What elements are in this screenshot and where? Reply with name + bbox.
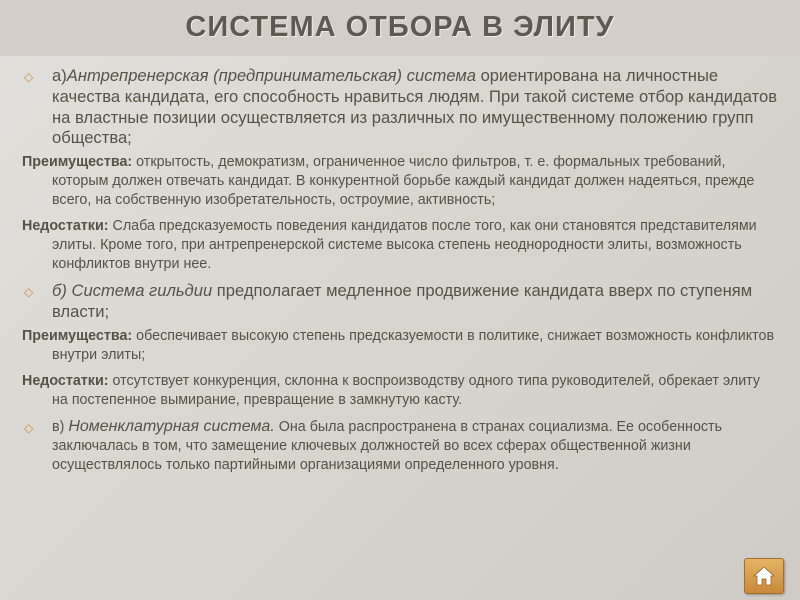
slide-title: СИСТЕМА ОТБОРА В ЭЛИТУ bbox=[185, 11, 615, 43]
home-icon bbox=[752, 564, 776, 588]
term-entrepreneurial: Антрепренерская (предпринимательская) система bbox=[66, 66, 476, 85]
term-guild: б) Система гильдии bbox=[52, 281, 213, 301]
label-disadvantages-b: Недостатки: bbox=[22, 372, 109, 389]
text-disadvantages-b: отсутствует конкуренция, склонна к воспроизводству одного типа руководителей, обрекает элиту на постепенное вымирание, превращение в замкнутую касту. bbox=[52, 372, 761, 408]
paragraph-advantages-a bbox=[22, 153, 778, 210]
text-entrepreneurial: ориентирована на личностные качества кандидата, его способность нравиться людям. При такой системе отбор кандидатов на властные позиции осуществляется из различных по имущественному положению групп общества; bbox=[52, 66, 778, 148]
prefix-c: в) bbox=[52, 418, 69, 435]
paragraph-entrepreneurial-system bbox=[22, 66, 778, 149]
paragraph-guild-system bbox=[22, 281, 778, 323]
paragraph-disadvantages-b bbox=[22, 372, 778, 410]
home-button[interactable] bbox=[744, 558, 784, 594]
text-nomenklatura: Она была распространена в странах социализма. Ее особенность заключалась в том, что замещение ключевых должностей во всех сферах общественной жизни осуществлялось только партийными организациями определенного уровня. bbox=[52, 418, 723, 473]
paragraph-disadvantages-a bbox=[22, 217, 778, 274]
slide-content bbox=[22, 66, 778, 482]
paragraph-nomenklatura-system bbox=[22, 417, 778, 475]
text-disadvantages-a: Слаба предсказуемость поведения кандидатов после того, как они становятся представителями элиты. Кроме того, при антрепренерской системе высока степень неоднородности элиты, возможность конфликтов внутри нее. bbox=[52, 218, 757, 273]
label-advantages-b: Преимущества: bbox=[22, 327, 133, 344]
text-advantages-a: открытость, демократизм, ограниченное число фильтров, т. е. формальных требований, которым должен отвечать кандидат. В конкурентной борьбе каждый кандидат должен надеяться, прежде всего, на собственную изобретательность, остроумие, активность; bbox=[52, 154, 755, 209]
paragraph-advantages-b bbox=[22, 327, 778, 365]
label-advantages-a: Преимущества: bbox=[22, 154, 133, 171]
diamond-bullet-icon: ◇ bbox=[24, 70, 34, 84]
label-disadvantages-a: Недостатки: bbox=[22, 218, 109, 235]
text-guild: предполагает медленное продвижение кандидата вверх по ступеням власти; bbox=[52, 281, 753, 321]
term-nomenklatura: Номенклатурная система. bbox=[68, 417, 275, 435]
text-advantages-b: обеспечивает высокую степень предсказуемости в политике, снижает возможность конфликтов внутри элиты; bbox=[52, 327, 775, 363]
diamond-bullet-icon: ◇ bbox=[24, 285, 34, 300]
prefix-a: а) bbox=[52, 66, 67, 85]
diamond-bullet-icon: ◇ bbox=[24, 420, 34, 435]
